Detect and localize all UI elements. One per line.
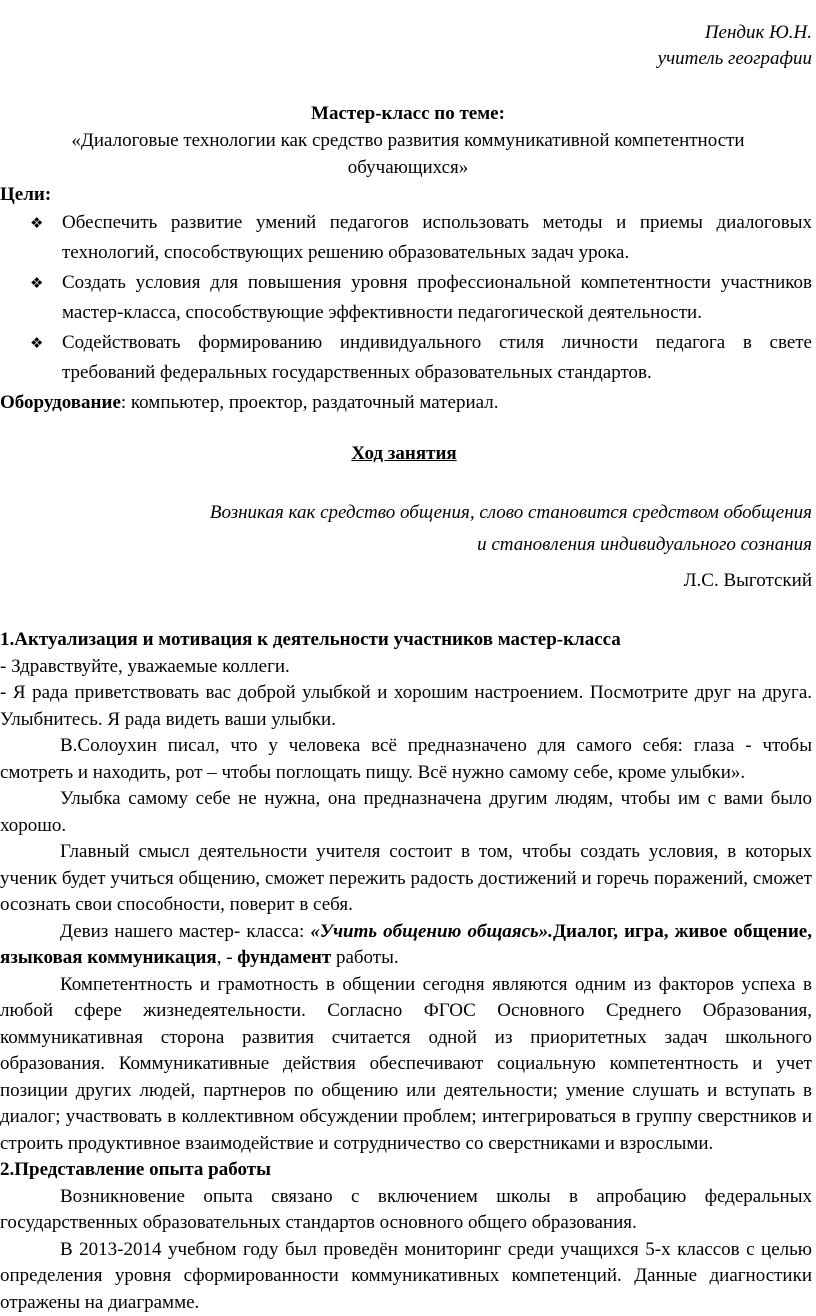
- course-title: Ход занятия: [0, 440, 816, 467]
- epigraph-block: [0, 497, 816, 597]
- author-block: [0, 20, 816, 72]
- equipment-text: : компьютер, проектор, раздаточный материал.: [121, 392, 499, 413]
- title-theme: «Диалоговые технологии как средство развития коммуникативной компетентности обучающихся»: [0, 127, 816, 181]
- paragraph: - Здравствуйте, уважаемые коллеги.: [0, 654, 816, 681]
- motto-quote: «Учить общению общаясь».: [310, 921, 553, 942]
- paragraph: Главный смысл деятельности учителя состоит в том, чтобы создать условия, в которых ученик будет учиться общению, сможет пережить радость достижений и горечь поражений, сможет осознать свои способности, поверит в себя.: [0, 839, 816, 919]
- goal-text: Обеспечить развитие умений педагогов использовать методы и приемы диалоговых технологий, способствующих решению образовательных задач урока.: [62, 212, 812, 263]
- motto-suffix: работы.: [331, 947, 398, 968]
- goal-item: [0, 328, 816, 388]
- paragraph: В.Солоухин писал, что у человека всё предназначено для самого себя: глаза - чтобы смотреть и находить, рот – чтобы поглощать пищу. Всё нужно самому себе, кроме улыбки».: [0, 733, 816, 786]
- epigraph-line-2: и становления индивидуального сознания: [0, 529, 816, 561]
- motto-paragraph: [0, 919, 816, 972]
- equipment-line: [0, 388, 816, 418]
- paragraph: Улыбка самому себе не нужна, она предназначена другим людям, чтобы им с вами было хорошо.: [0, 786, 816, 839]
- author-name: Пендик Ю.Н.: [0, 20, 816, 46]
- goals-list: [0, 208, 816, 388]
- section-2-heading: 2.Представление опыта работы: [0, 1157, 816, 1184]
- diamond-star-bullet-icon: ❖: [30, 208, 43, 238]
- paragraph: В 2013-2014 учебном году был проведён мониторинг среди учащихся 5-х классов с целью определения уровня сформированности коммуникативных компетенций. Данные диагностики отражены на диаграмме.: [0, 1237, 816, 1316]
- epigraph-author: Л.С. Выготский: [0, 565, 816, 597]
- author-position: учитель географии: [0, 46, 816, 72]
- paragraph: - Я рада приветствовать вас доброй улыбкой и хорошим настроением. Посмотрите друг на друга. Улыбнитесь. Я рада видеть ваши улыбки.: [0, 680, 816, 733]
- section-1-heading: 1.Актуализация и мотивация к деятельности участников мастер-класса: [0, 627, 816, 654]
- title-heading: Мастер-класс по теме:: [0, 100, 816, 127]
- equipment-label: Оборудование: [0, 392, 121, 413]
- epigraph-line-1: Возникая как средство общения, слово становится средством обобщения: [0, 497, 816, 529]
- diamond-star-bullet-icon: ❖: [30, 328, 43, 358]
- goal-text: Содействовать формированию индивидуального стиля личности педагога в свете требований федеральных государственных образовательных стандартов.: [62, 332, 812, 383]
- paragraph: Возникновение опыта связано с включением школы в апробацию федеральных государственных образовательных стандартов основного общего образования.: [0, 1184, 816, 1237]
- goal-item: [0, 208, 816, 268]
- motto-prefix: Девиз нашего мастер- класса:: [60, 921, 310, 942]
- section-2: [0, 1157, 816, 1316]
- motto-mid: , -: [217, 947, 238, 968]
- goals-section: [0, 181, 816, 388]
- section-1: [0, 627, 816, 1157]
- motto-bold-1: Диалог, игра, живое общение, языковая коммуникация: [0, 921, 812, 969]
- motto-bold-2: фундамент: [237, 947, 331, 968]
- diamond-star-bullet-icon: ❖: [30, 268, 43, 298]
- goal-item: [0, 268, 816, 328]
- goals-label: Цели:: [0, 181, 816, 208]
- paragraph: Компетентность и грамотность в общении сегодня являются одним из факторов успеха в любой сфере жизнедеятельности. Согласно ФГОС Основного Среднего Образования, коммуникативная сторона развития считается одной из приоритетных задач школьного образования. Коммуникативные действия обеспечивают социальную компетентность и учет позиции других людей, партнеров по общению или деятельности; умение слушать и вступать в диалог; участвовать в коллективном обсуждении проблем; интегрироваться в группу сверстников и строить продуктивное взаимодействие и сотрудничество со сверстниками и взрослыми.: [0, 972, 816, 1158]
- goal-text: Создать условия для повышения уровня профессиональной компетентности участников мастер-класса, способствующие эффективности педагогической деятельности.: [62, 272, 812, 323]
- title-block: [0, 100, 816, 181]
